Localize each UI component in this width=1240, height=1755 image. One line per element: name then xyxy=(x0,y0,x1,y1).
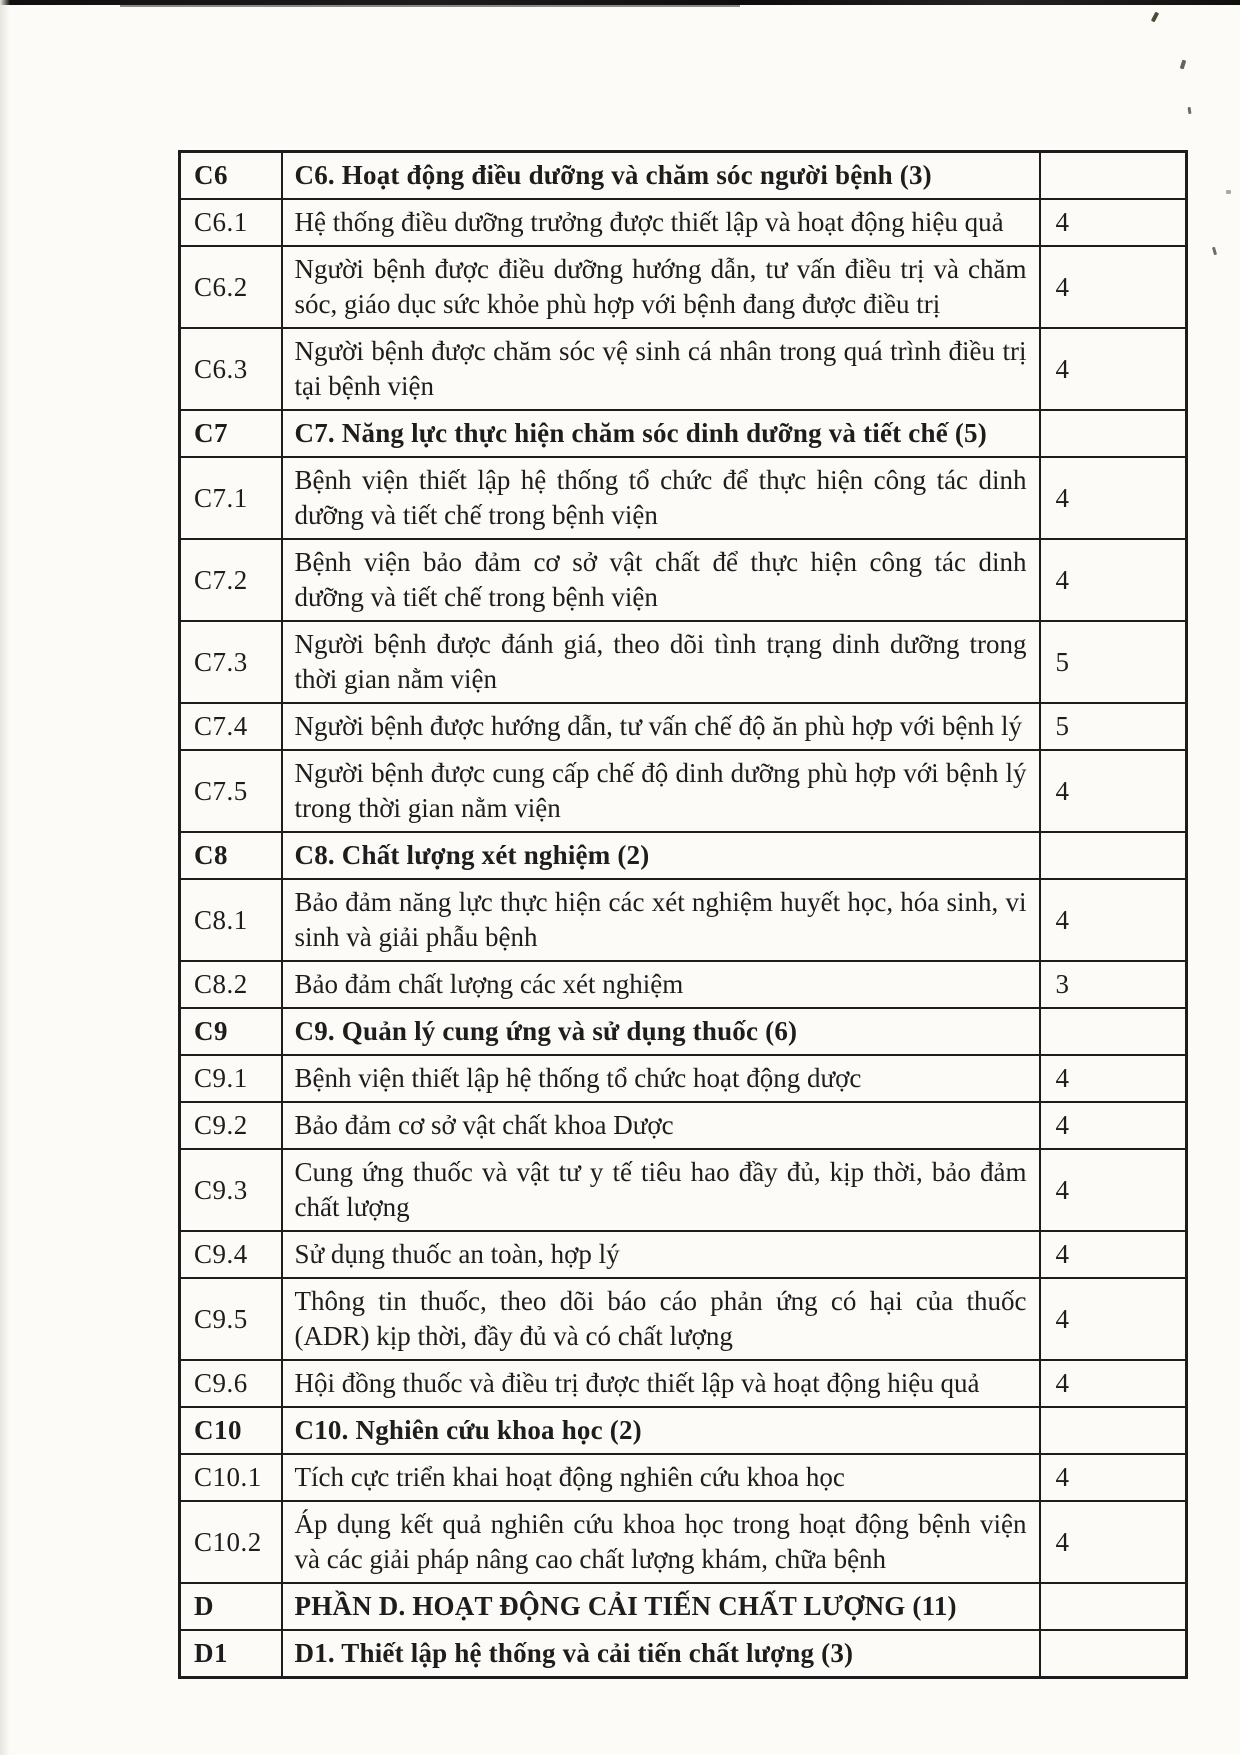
criterion-score xyxy=(1040,1630,1187,1678)
criterion-score xyxy=(1040,410,1187,457)
criterion-row xyxy=(180,750,1187,832)
scan-speck xyxy=(1212,247,1217,256)
criterion-score: 4 xyxy=(1040,1501,1187,1583)
section-header-row xyxy=(180,1630,1187,1678)
section-header-row xyxy=(180,1008,1187,1055)
criterion-description: Bảo đảm năng lực thực hiện các xét nghiệm huyết học, hóa sinh, vi sinh và giải phẫu bệnh xyxy=(282,879,1040,961)
scan-speck xyxy=(1151,12,1159,23)
criterion-description: Người bệnh được chăm sóc vệ sinh cá nhân trong quá trình điều trị tại bệnh viện xyxy=(282,328,1040,410)
section-header-row xyxy=(180,1407,1187,1454)
criterion-score: 4 xyxy=(1040,199,1187,246)
criterion-code: C7.5 xyxy=(180,750,282,832)
criterion-score: 4 xyxy=(1040,1231,1187,1278)
criterion-code: C7.2 xyxy=(180,539,282,621)
criterion-score: 4 xyxy=(1040,750,1187,832)
criterion-description: Người bệnh được đánh giá, theo dõi tình trạng dinh dưỡng trong thời gian nằm viện xyxy=(282,621,1040,703)
section-title: D1. Thiết lập hệ thống và cải tiến chất lượng (3) xyxy=(282,1630,1040,1678)
criterion-code: C8.1 xyxy=(180,879,282,961)
quality-criteria-table xyxy=(178,150,1188,1679)
criterion-row xyxy=(180,1501,1187,1583)
criterion-row xyxy=(180,961,1187,1008)
criterion-description: Người bệnh được cung cấp chế độ dinh dưỡng phù hợp với bệnh lý trong thời gian nằm viện xyxy=(282,750,1040,832)
criterion-code: C7.1 xyxy=(180,457,282,539)
criterion-score: 4 xyxy=(1040,1278,1187,1360)
criterion-code: C10.2 xyxy=(180,1501,282,1583)
criterion-score: 4 xyxy=(1040,1149,1187,1231)
section-title: C7. Năng lực thực hiện chăm sóc dinh dưỡng và tiết chế (5) xyxy=(282,410,1040,457)
criterion-row xyxy=(180,539,1187,621)
criterion-score: 4 xyxy=(1040,1360,1187,1407)
criterion-code: C6.3 xyxy=(180,328,282,410)
criterion-code: C6 xyxy=(180,152,282,200)
criterion-row xyxy=(180,703,1187,750)
criterion-code: C8 xyxy=(180,832,282,879)
criterion-row xyxy=(180,246,1187,328)
criterion-code: C6.1 xyxy=(180,199,282,246)
section-title: C9. Quản lý cung ứng và sử dụng thuốc (6) xyxy=(282,1008,1040,1055)
criterion-row xyxy=(180,328,1187,410)
scan-speck xyxy=(1180,60,1187,70)
criterion-row xyxy=(180,1149,1187,1231)
criterion-description: Thông tin thuốc, theo dõi báo cáo phản ứng có hại của thuốc (ADR) kịp thời, đầy đủ và có chất lượng xyxy=(282,1278,1040,1360)
criterion-code: C10.1 xyxy=(180,1454,282,1501)
criterion-code: C8.2 xyxy=(180,961,282,1008)
section-header-row xyxy=(180,152,1187,200)
criterion-description: Bệnh viện thiết lập hệ thống tổ chức để thực hiện công tác dinh dưỡng và tiết chế trong bệnh viện xyxy=(282,457,1040,539)
criterion-code: C9.1 xyxy=(180,1055,282,1102)
criterion-score xyxy=(1040,152,1187,200)
criterion-description: Hệ thống điều dưỡng trưởng được thiết lập và hoạt động hiệu quả xyxy=(282,199,1040,246)
scan-edge-artifact xyxy=(0,0,1240,5)
criterion-score: 5 xyxy=(1040,703,1187,750)
criterion-row xyxy=(180,1102,1187,1149)
criterion-row xyxy=(180,1278,1187,1360)
criterion-description: Bệnh viện thiết lập hệ thống tổ chức hoạt động dược xyxy=(282,1055,1040,1102)
section-header-row xyxy=(180,832,1187,879)
criterion-score: 4 xyxy=(1040,1454,1187,1501)
criterion-row xyxy=(180,457,1187,539)
criterion-row xyxy=(180,1454,1187,1501)
section-title: C8. Chất lượng xét nghiệm (2) xyxy=(282,832,1040,879)
section-header-row xyxy=(180,410,1187,457)
criterion-description: Hội đồng thuốc và điều trị được thiết lập và hoạt động hiệu quả xyxy=(282,1360,1040,1407)
criterion-row xyxy=(180,1055,1187,1102)
criterion-score xyxy=(1040,1407,1187,1454)
criterion-code: C6.2 xyxy=(180,246,282,328)
criterion-code: C9.3 xyxy=(180,1149,282,1231)
criterion-description: Cung ứng thuốc và vật tư y tế tiêu hao đầy đủ, kịp thời, bảo đảm chất lượng xyxy=(282,1149,1040,1231)
criterion-score xyxy=(1040,832,1187,879)
criterion-score: 4 xyxy=(1040,1102,1187,1149)
criterion-code: C7.3 xyxy=(180,621,282,703)
criterion-score: 4 xyxy=(1040,879,1187,961)
criterion-description: Tích cực triển khai hoạt động nghiên cứu khoa học xyxy=(282,1454,1040,1501)
scan-speck xyxy=(1188,107,1192,114)
criterion-row xyxy=(180,199,1187,246)
criterion-description: Người bệnh được điều dưỡng hướng dẫn, tư vấn điều trị và chăm sóc, giáo dục sức khỏe phù hợp với bệnh đang được điều trị xyxy=(282,246,1040,328)
section-title: PHẦN D. HOẠT ĐỘNG CẢI TIẾN CHẤT LƯỢNG (11) xyxy=(282,1583,1040,1630)
criterion-description: Áp dụng kết quả nghiên cứu khoa học trong hoạt động bệnh viện và các giải pháp nâng cao chất lượng khám, chữa bệnh xyxy=(282,1501,1040,1583)
criterion-description: Người bệnh được hướng dẫn, tư vấn chế độ ăn phù hợp với bệnh lý xyxy=(282,703,1040,750)
section-title: C10. Nghiên cứu khoa học (2) xyxy=(282,1407,1040,1454)
criterion-code: C7 xyxy=(180,410,282,457)
criterion-code: C10 xyxy=(180,1407,282,1454)
criterion-code: D xyxy=(180,1583,282,1630)
scan-speck xyxy=(1226,190,1231,194)
criterion-score: 4 xyxy=(1040,457,1187,539)
criterion-score: 4 xyxy=(1040,539,1187,621)
criterion-row xyxy=(180,879,1187,961)
criterion-row xyxy=(180,1360,1187,1407)
criterion-score xyxy=(1040,1008,1187,1055)
criterion-code: C9.6 xyxy=(180,1360,282,1407)
criterion-row xyxy=(180,621,1187,703)
criterion-code: C9 xyxy=(180,1008,282,1055)
criterion-code: D1 xyxy=(180,1630,282,1678)
criterion-code: C9.5 xyxy=(180,1278,282,1360)
criterion-score: 4 xyxy=(1040,328,1187,410)
criterion-description: Bảo đảm chất lượng các xét nghiệm xyxy=(282,961,1040,1008)
section-header-row xyxy=(180,1583,1187,1630)
criterion-score: 4 xyxy=(1040,246,1187,328)
criterion-description: Bệnh viện bảo đảm cơ sở vật chất để thực hiện công tác dinh dưỡng và tiết chế trong bệnh viện xyxy=(282,539,1040,621)
criterion-description: Bảo đảm cơ sở vật chất khoa Dược xyxy=(282,1102,1040,1149)
criteria-table-body xyxy=(180,152,1187,1678)
criterion-code: C7.4 xyxy=(180,703,282,750)
criterion-code: C9.4 xyxy=(180,1231,282,1278)
criterion-score: 5 xyxy=(1040,621,1187,703)
criterion-description: Sử dụng thuốc an toàn, hợp lý xyxy=(282,1231,1040,1278)
section-title: C6. Hoạt động điều dưỡng và chăm sóc người bệnh (3) xyxy=(282,152,1040,200)
page-edge-shadow xyxy=(0,0,10,1755)
criterion-row xyxy=(180,1231,1187,1278)
criterion-score: 4 xyxy=(1040,1055,1187,1102)
criterion-code: C9.2 xyxy=(180,1102,282,1149)
criterion-score xyxy=(1040,1583,1187,1630)
criterion-score: 3 xyxy=(1040,961,1187,1008)
